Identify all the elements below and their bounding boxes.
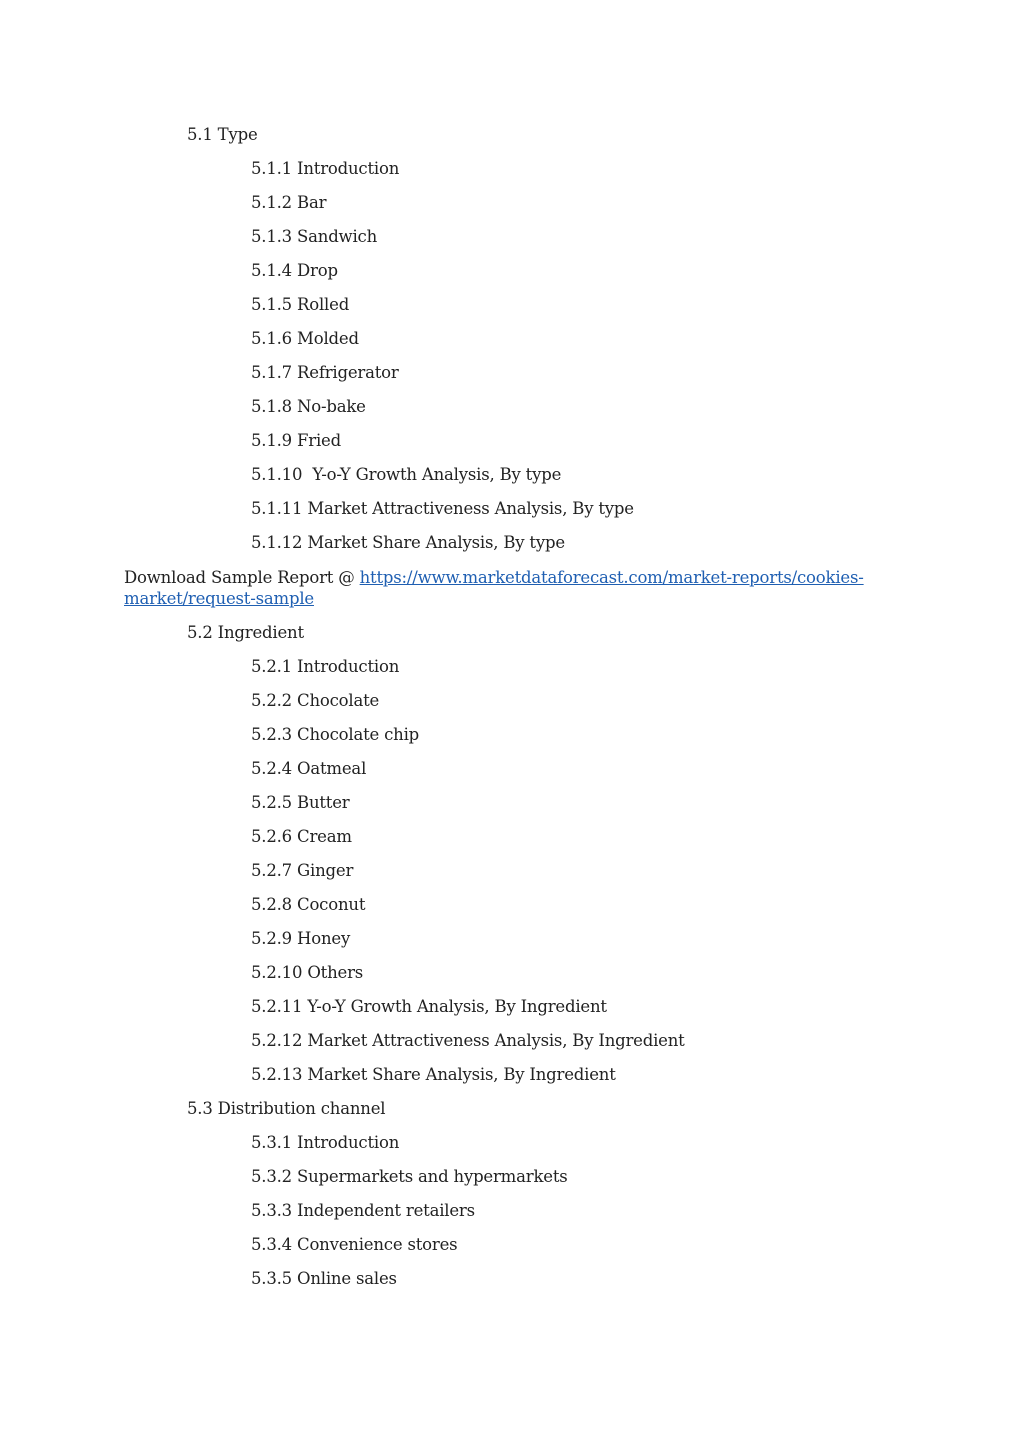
- toc-item: 5.2.7 Ginger: [251, 861, 354, 880]
- toc-item: 5.3.4 Convenience stores: [251, 1235, 458, 1254]
- toc-item: 5.2.1 Introduction: [251, 657, 400, 676]
- toc-item: 5.1.8 No-bake: [251, 397, 366, 416]
- toc-item: 5.1.5 Rolled: [251, 295, 350, 314]
- toc-item: 5.2.9 Honey: [251, 929, 351, 948]
- toc-item: 5.1.2 Bar: [251, 193, 327, 212]
- toc-item: 5.3.3 Independent retailers: [251, 1201, 475, 1220]
- download-prefix: Download Sample Report @: [124, 568, 360, 587]
- toc-item: 5.2.8 Coconut: [251, 895, 366, 914]
- download-sample-link[interactable]: https://www.marketdataforecast.com/market-reports/cookies-: [359, 568, 864, 587]
- section-heading-ingredient: 5.2 Ingredient: [187, 623, 304, 642]
- toc-item: 5.2.10 Others: [251, 963, 364, 982]
- toc-item: 5.1.4 Drop: [251, 261, 338, 280]
- section-heading-type: 5.1 Type: [187, 125, 258, 144]
- toc-item: 5.1.10 Y-o-Y Growth Analysis, By type: [251, 465, 562, 484]
- toc-item: 5.2.12 Market Attractiveness Analysis, By Ingredient: [251, 1031, 685, 1050]
- section-heading-distribution-channel: 5.3 Distribution channel: [187, 1099, 386, 1118]
- toc-item: 5.1.7 Refrigerator: [251, 363, 399, 382]
- toc-item: 5.1.6 Molded: [251, 329, 359, 348]
- toc-item: 5.1.9 Fried: [251, 431, 341, 450]
- toc-item: 5.2.11 Y-o-Y Growth Analysis, By Ingredient: [251, 997, 607, 1016]
- toc-item: 5.2.2 Chocolate: [251, 691, 380, 710]
- toc-item: 5.1.1 Introduction: [251, 159, 400, 178]
- toc-item: 5.2.5 Butter: [251, 793, 350, 812]
- toc-item: 5.1.3 Sandwich: [251, 227, 378, 246]
- toc-item: 5.2.6 Cream: [251, 827, 352, 846]
- toc-item: 5.2.4 Oatmeal: [251, 759, 367, 778]
- toc-item: 5.3.2 Supermarkets and hypermarkets: [251, 1167, 568, 1186]
- toc-item: 5.2.13 Market Share Analysis, By Ingredient: [251, 1065, 616, 1084]
- toc-item: 5.1.11 Market Attractiveness Analysis, By type: [251, 499, 634, 518]
- toc-item: 5.2.3 Chocolate chip: [251, 725, 420, 744]
- toc-item: 5.3.1 Introduction: [251, 1133, 400, 1152]
- toc-item: 5.3.5 Online sales: [251, 1269, 397, 1288]
- toc-item: 5.1.12 Market Share Analysis, By type: [251, 533, 565, 552]
- download-sample-link-continued[interactable]: market/request-sample: [124, 589, 314, 608]
- download-sample-line: [124, 567, 864, 609]
